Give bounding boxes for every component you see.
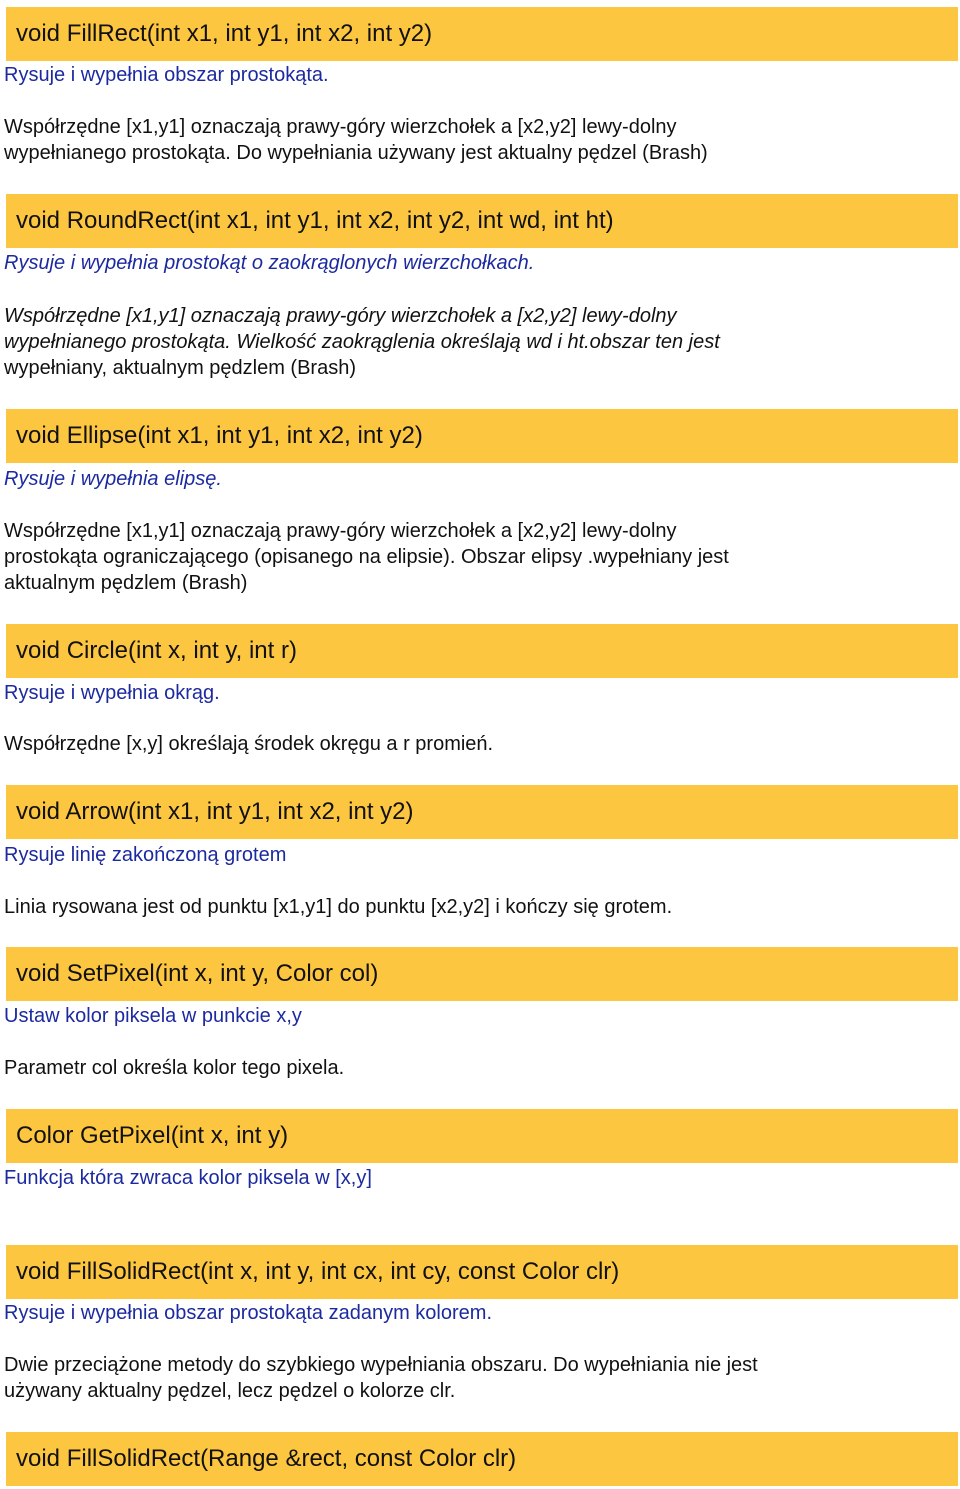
method-signature-circle: void Circle(int x, int y, int r): [6, 624, 958, 678]
method-desc-line: aktualnym pędzlem (Brash): [4, 572, 248, 594]
method-desc-line: prostokąta ograniczającego (opisanego na elipsie). Obszar elipsy .wypełniany jest: [4, 546, 729, 568]
method-desc-line: Współrzędne [x1,y1] oznaczają prawy-góry wierzchołek a [x2,y2] lewy-dolny: [4, 520, 677, 542]
method-desc-line: używany aktualny pędzel, lecz pędzel o kolorze clr.: [4, 1380, 456, 1402]
method-desc-line: wypełnianego prostokąta. Do wypełniania używany jest aktualny pędzel (Brash): [4, 142, 708, 164]
method-desc-line: wypełniany, aktualnym pędzlem (Brash): [4, 357, 357, 379]
method-desc-line: Współrzędne [x1,y1] oznaczają prawy-góry wierzchołek a [x2,y2] lewy-dolny: [4, 305, 677, 327]
method-signature-arrow: void Arrow(int x1, int y1, int x2, int y2): [6, 785, 958, 839]
method-desc-line: Dwie przeciążone metody do szybkiego wypełniania obszaru. Do wypełniania nie jest: [4, 1354, 758, 1376]
method-signature-ellipse: void Ellipse(int x1, int y1, int x2, int y2): [6, 409, 958, 463]
method-summary-setpixel: Ustaw kolor piksela w punkcie x,y: [4, 1005, 302, 1027]
method-signature-setpixel: void SetPixel(int x, int y, Color col): [6, 947, 958, 1001]
method-signature-fillrect: void FillRect(int x1, int y1, int x2, int y2): [6, 7, 958, 61]
method-signature-fillsolidrect-range: void FillSolidRect(Range &rect, const Color clr): [6, 1432, 958, 1486]
method-summary-ellipse: Rysuje i wypełnia elipsę.: [4, 468, 222, 490]
method-summary-roundrect: Rysuje i wypełnia prostokąt o zaokrąglonych wierzchołkach.: [4, 252, 535, 274]
method-summary-fillrect: Rysuje i wypełnia obszar prostokąta.: [4, 64, 329, 86]
method-summary-fillsolidrect: Rysuje i wypełnia obszar prostokąta zadanym kolorem.: [4, 1302, 492, 1324]
method-summary-circle: Rysuje i wypełnia okrąg.: [4, 682, 220, 704]
method-signature-fillsolidrect: void FillSolidRect(int x, int y, int cx, int cy, const Color clr): [6, 1245, 958, 1299]
method-desc-line: Współrzędne [x1,y1] oznaczają prawy-góry wierzchołek a [x2,y2] lewy-dolny: [4, 116, 677, 138]
method-desc-line: Linia rysowana jest od punktu [x1,y1] do punktu [x2,y2] i kończy się grotem.: [4, 896, 673, 918]
method-desc-line: Współrzędne [x,y] określają środek okręgu a r promień.: [4, 733, 494, 755]
method-signature-roundrect: void RoundRect(int x1, int y1, int x2, int y2, int wd, int ht): [6, 194, 958, 248]
method-signature-getpixel: Color GetPixel(int x, int y): [6, 1109, 958, 1163]
method-summary-getpixel: Funkcja która zwraca kolor piksela w [x,y]: [4, 1167, 372, 1189]
method-summary-arrow: Rysuje linię zakończoną grotem: [4, 844, 287, 866]
method-desc-line: wypełnianego prostokąta. Wielkość zaokrąglenia określają wd i ht.obszar ten jest: [4, 331, 720, 353]
method-desc-line: Parametr col określa kolor tego pixela.: [4, 1057, 345, 1079]
